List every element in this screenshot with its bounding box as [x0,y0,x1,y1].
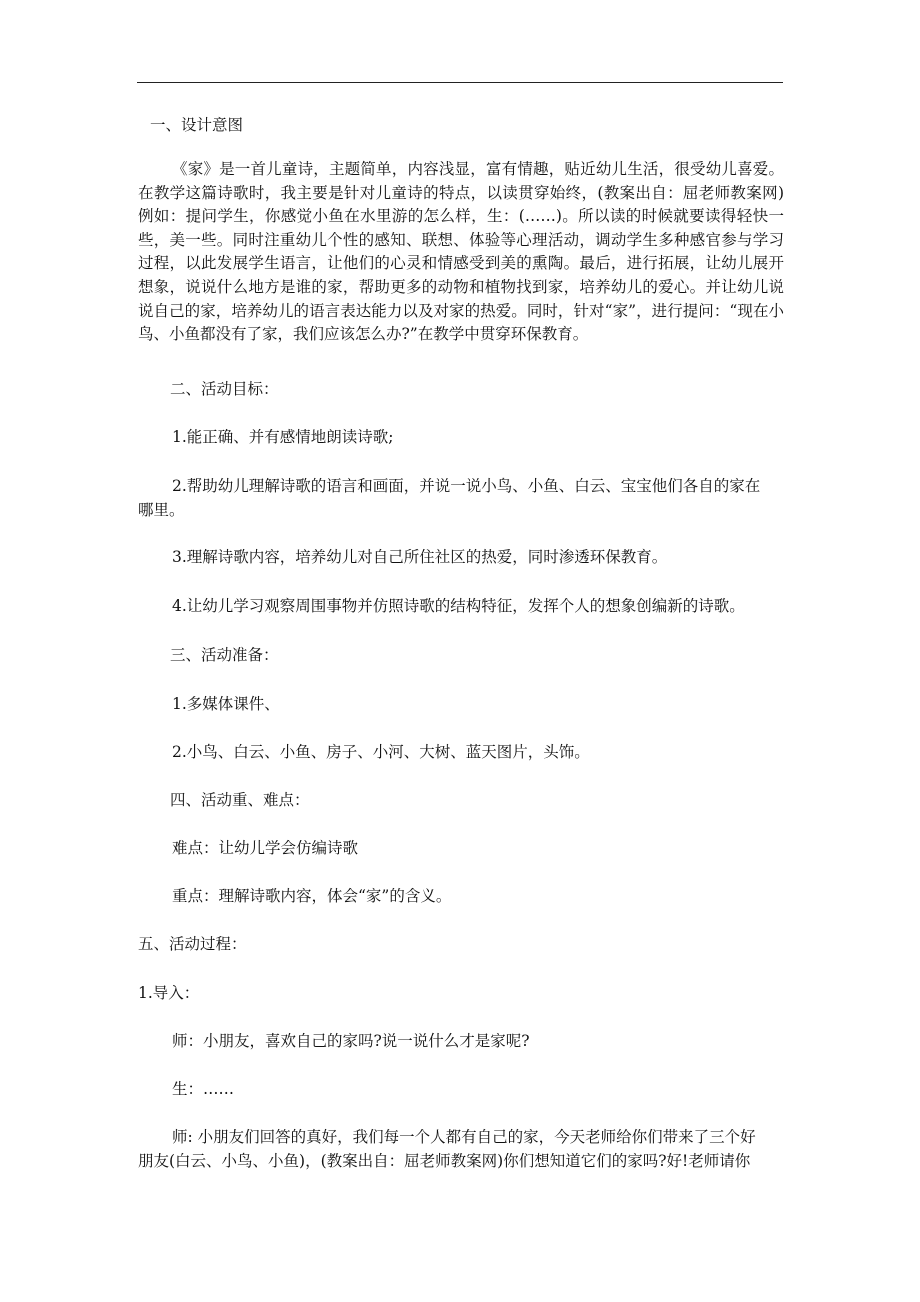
design-intent-heading: 一、设计意图 [150,116,244,134]
activity-prep-heading: 三、活动准备： [170,646,279,664]
goal-1: 1.能正确、并有感情地朗读诗歌; [172,428,394,446]
activity-goals-heading: 二、活动目标： [170,380,279,398]
goal-4: 4.让幼儿学习观察周围事物并仿照诗歌的结构特征，发挥个人的想象创编新的诗歌。 [172,597,745,615]
key-points-heading: 四、活动重、难点： [170,791,310,809]
difficulty-point: 难点：让幼儿学会仿编诗歌 [172,839,359,857]
step-1-intro: 1.导入： [138,984,200,1002]
prep-2: 2.小鸟、白云、小鱼、房子、小河、大树、蓝天图片，头饰。 [172,743,590,761]
goal-2-line-2: 哪里。 [138,501,185,519]
header-rule [137,82,783,83]
prep-1: 1.多媒体课件、 [172,695,280,713]
goal-3: 3.理解诗歌内容，培养幼儿对自己所住社区的热爱，同时渗透环保教育。 [172,548,668,566]
student-line-1: 生：…… [172,1080,235,1098]
teacher-line-2-part-2: 朋友(白云、小鸟、小鱼)，(教案出自：屈老师教案网)你们想知道它们的家吗?好!老师请你 [138,1152,751,1170]
design-intent-paragraph: 《家》是一首儿童诗，主题简单，内容浅显，富有情趣，贴近幼儿生活，很受幼儿喜爱。在教学这篇诗歌时，我主要是针对儿童诗的特点，以读贯穿始终，(教案出自：屈老师教案网)例如：提问学生，你感觉小鱼在水里游的怎么样，生：(……)。所以读的时候就要读得轻快一些，美一些。同时注重幼儿个性的感知、联想、体验等心理活动，调动学生多种感官参与学习过程，以此发展学生语言，让他们的心灵和情感受到美的熏陶。最后，进行拓展，让幼儿展开想象，说说什么地方是谁的家，帮助更多的动物和植物找到家，培养幼儿的爱心。并让幼儿说说自己的家，培养幼儿的语言表达能力以及对家的热爱。同时，针对“家”，进行提问：“现在小鸟、小鱼都没有了家，我们应该怎么办?”在教学中贯穿环保教育。 [138,160,784,344]
teacher-line-1: 师：小朋友，喜欢自己的家吗?说一说什么才是家呢? [172,1032,530,1050]
goal-2-line-1: 2.帮助幼儿理解诗歌的语言和画面，并说一说小鸟、小鱼、白云、宝宝他们各自的家在 [172,477,761,495]
activity-process-heading: 五、活动过程： [138,935,247,953]
key-point: 重点：理解诗歌内容，体会“家”的含义。 [172,887,452,905]
teacher-line-2-part-1: 师: 小朋友们回答的真好，我们每一个人都有自己的家，今天老师给你们带来了三个好 [172,1128,756,1146]
